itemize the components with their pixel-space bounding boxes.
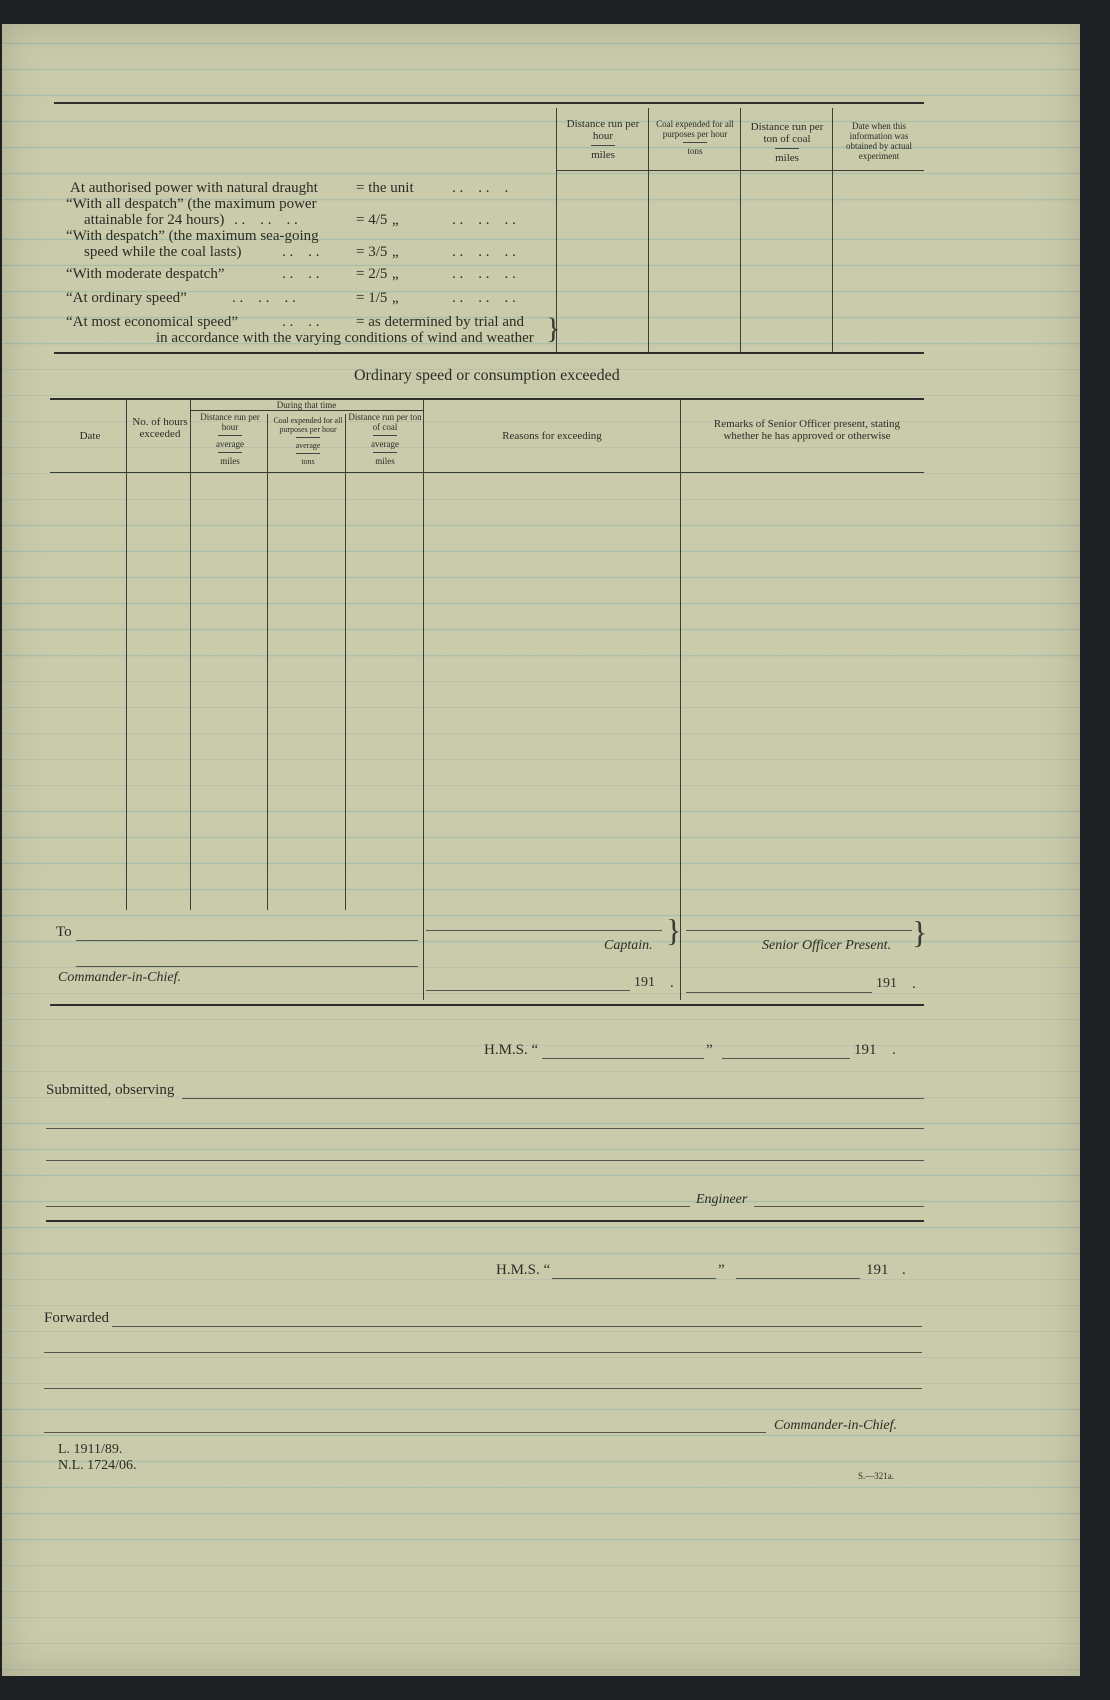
col-header-label: Distance run per ton of coal — [348, 412, 422, 432]
forwarding-date-field[interactable] — [736, 1278, 860, 1279]
captain-field[interactable] — [426, 930, 662, 931]
row-label: “At most economical speed” — [66, 314, 239, 330]
engineer-signature-field[interactable] — [46, 1206, 690, 1207]
senior-officer-field[interactable] — [686, 930, 912, 931]
col-header-label: Distance run per hour — [566, 118, 640, 142]
forwarding-close-quote: ” — [718, 1262, 725, 1278]
speed-row-authorised — [70, 180, 318, 196]
submitted-field-3[interactable] — [46, 1160, 924, 1161]
to-field[interactable] — [76, 940, 418, 941]
second-table-bottom-rule — [50, 1004, 924, 1006]
section-title: Ordinary speed or consumption exceeded — [354, 367, 620, 384]
row-ditto: „ — [392, 266, 399, 282]
speed-row-despatch — [66, 228, 319, 244]
captain-year: 191 — [634, 975, 655, 990]
second-table-top-rule — [50, 398, 924, 400]
forwarding-commander-label: Commander-in-Chief. — [774, 1418, 897, 1433]
forwarding-year-dot: . — [902, 1262, 906, 1278]
commander-label: Commander-in-Chief. — [58, 970, 181, 985]
forwarding-ship-name-field[interactable] — [552, 1278, 716, 1279]
group-header-rule — [190, 410, 423, 411]
row-leader-dots: . . . . — [282, 266, 320, 282]
col-header-unit: tons — [687, 146, 703, 156]
row-leader-dots: . . . . — [282, 244, 320, 260]
row-label: “With all despatch” (the maximum power — [66, 196, 317, 212]
col-header-hours: No. of hours exceeded — [132, 416, 188, 440]
senior-officer-brace: } — [912, 914, 928, 950]
col-header-sub: average — [295, 441, 321, 450]
row-leader-dots: . . . . . . — [452, 290, 516, 306]
captain-date-field[interactable] — [426, 990, 630, 991]
row-ratio: = 1/5 — [356, 290, 388, 306]
senior-officer-year: 191 — [876, 976, 897, 991]
forwarded-field-1[interactable] — [112, 1326, 922, 1327]
col-header-sub: average — [216, 439, 244, 449]
form-number: S.—321a. — [858, 1471, 894, 1481]
second-header-rule — [50, 472, 924, 473]
speed-row-ordinary — [66, 290, 187, 306]
col-header-label: Distance run per hour — [200, 412, 260, 432]
row-label-continued: in accordance with the varying conditions of wind and weather — [156, 330, 534, 346]
forwarded-label: Forwarded — [44, 1310, 109, 1326]
col-header-per-ton — [347, 412, 423, 466]
row-brace: } — [546, 312, 561, 345]
row-label-continued: speed while the coal lasts) — [84, 244, 242, 260]
row-leader-dots: . . . . . . — [452, 244, 516, 260]
col-header-label: Distance run per ton of coal — [750, 121, 824, 145]
col-header-distance — [560, 118, 646, 161]
second-table-divider — [680, 400, 681, 1000]
engineer-label: Engineer — [696, 1192, 748, 1207]
row-label: “At ordinary speed” — [66, 290, 187, 306]
top-table-bottom-rule — [54, 352, 924, 354]
row-ditto: „ — [392, 290, 399, 306]
commander-signature-field[interactable] — [44, 1432, 766, 1433]
reference-1: L. 1911/89. — [58, 1442, 123, 1457]
top-table-rule — [54, 102, 924, 104]
top-table-divider — [832, 108, 833, 352]
senior-officer-label: Senior Officer Present. — [762, 938, 891, 953]
col-header-unit: miles — [220, 456, 240, 466]
col-header-label: Date when this information was obtained by actual experiment — [846, 121, 912, 161]
col-header-per-ton — [744, 121, 830, 164]
form-sheet — [2, 24, 1080, 1676]
submission-hms-label: H.M.S. “ — [484, 1042, 539, 1058]
col-header-coal — [652, 119, 738, 156]
submission-year-dot: . — [892, 1042, 896, 1058]
second-table-divider — [345, 414, 346, 910]
speed-row-moderate — [66, 266, 225, 282]
senior-officer-year-dot: . — [912, 976, 916, 992]
row-label: At authorised power with natural draught — [70, 180, 318, 196]
forwarded-field-3[interactable] — [44, 1388, 922, 1389]
submission-bottom-rule — [46, 1220, 924, 1222]
to-field-2[interactable] — [76, 966, 418, 967]
top-table-divider — [648, 108, 649, 352]
col-header-coal — [270, 416, 346, 466]
second-table-divider — [423, 400, 424, 1000]
row-leader-dots: . . . . — [282, 314, 320, 330]
col-header-reasons: Reasons for exceeding — [502, 430, 602, 442]
submission-ship-name-field[interactable] — [542, 1058, 704, 1059]
row-ditto: „ — [392, 212, 399, 228]
row-leader-dots: . . . . . — [452, 180, 509, 196]
submitted-field-2[interactable] — [46, 1128, 924, 1129]
row-ratio: = 2/5 — [356, 266, 388, 282]
row-leader-dots: . . . . . . — [232, 290, 296, 306]
submitted-field-1[interactable] — [182, 1098, 924, 1099]
row-label: “With despatch” (the maximum sea-going — [66, 228, 319, 244]
col-header-date — [836, 121, 922, 161]
col-header-unit: miles — [775, 152, 799, 164]
col-header-sub: average — [371, 439, 399, 449]
row-ratio: = 3/5 — [356, 244, 388, 260]
row-leader-dots: . . . . . . — [452, 266, 516, 282]
top-table-divider — [740, 108, 741, 352]
captain-brace: } — [666, 912, 682, 948]
col-header-unit: miles — [375, 456, 395, 466]
row-label: “With moderate despatch” — [66, 266, 225, 282]
col-header-unit: miles — [591, 149, 615, 161]
col-header-label: Coal expended for all purposes per hour — [656, 119, 734, 139]
col-header-distance — [192, 412, 268, 466]
row-ratio: = the unit — [356, 180, 414, 196]
group-header: During that time — [276, 400, 337, 410]
second-table-divider — [190, 400, 191, 910]
col-header-remarks: Remarks of Senior Officer present, stating whether he has approved or otherwise — [713, 418, 901, 442]
reference-2: N.L. 1724/06. — [58, 1458, 137, 1473]
engineer-field-tail[interactable] — [754, 1206, 924, 1207]
submission-date-field[interactable] — [722, 1058, 850, 1059]
second-table-divider — [267, 414, 268, 910]
row-ditto: „ — [392, 244, 399, 260]
top-header-rule — [556, 170, 924, 171]
speed-row-economical — [66, 314, 238, 330]
col-header-unit: tons — [301, 457, 315, 466]
submitted-label: Submitted, observing — [46, 1082, 175, 1098]
captain-label: Captain. — [604, 938, 653, 953]
row-leader-dots: . . . . . . — [234, 212, 298, 228]
senior-officer-date-field[interactable] — [686, 992, 872, 993]
row-ratio: = as determined by trial and — [356, 314, 524, 330]
to-label: To — [56, 924, 72, 940]
col-header-date: Date — [79, 430, 101, 442]
forwarded-field-2[interactable] — [44, 1352, 922, 1353]
forwarding-year: 191 — [866, 1262, 889, 1278]
col-header-label: Coal expended for all purposes per hour — [273, 416, 343, 434]
submission-year: 191 — [854, 1042, 877, 1058]
row-label-continued: attainable for 24 hours) — [84, 212, 225, 228]
row-ratio: = 4/5 — [356, 212, 388, 228]
second-table-divider — [126, 400, 127, 910]
submission-close-quote: ” — [706, 1042, 713, 1058]
forwarding-hms-label: H.M.S. “ — [496, 1262, 551, 1278]
captain-year-dot: . — [670, 975, 674, 991]
row-leader-dots: . . . . . . — [452, 212, 516, 228]
speed-row-all-despatch — [66, 196, 317, 212]
